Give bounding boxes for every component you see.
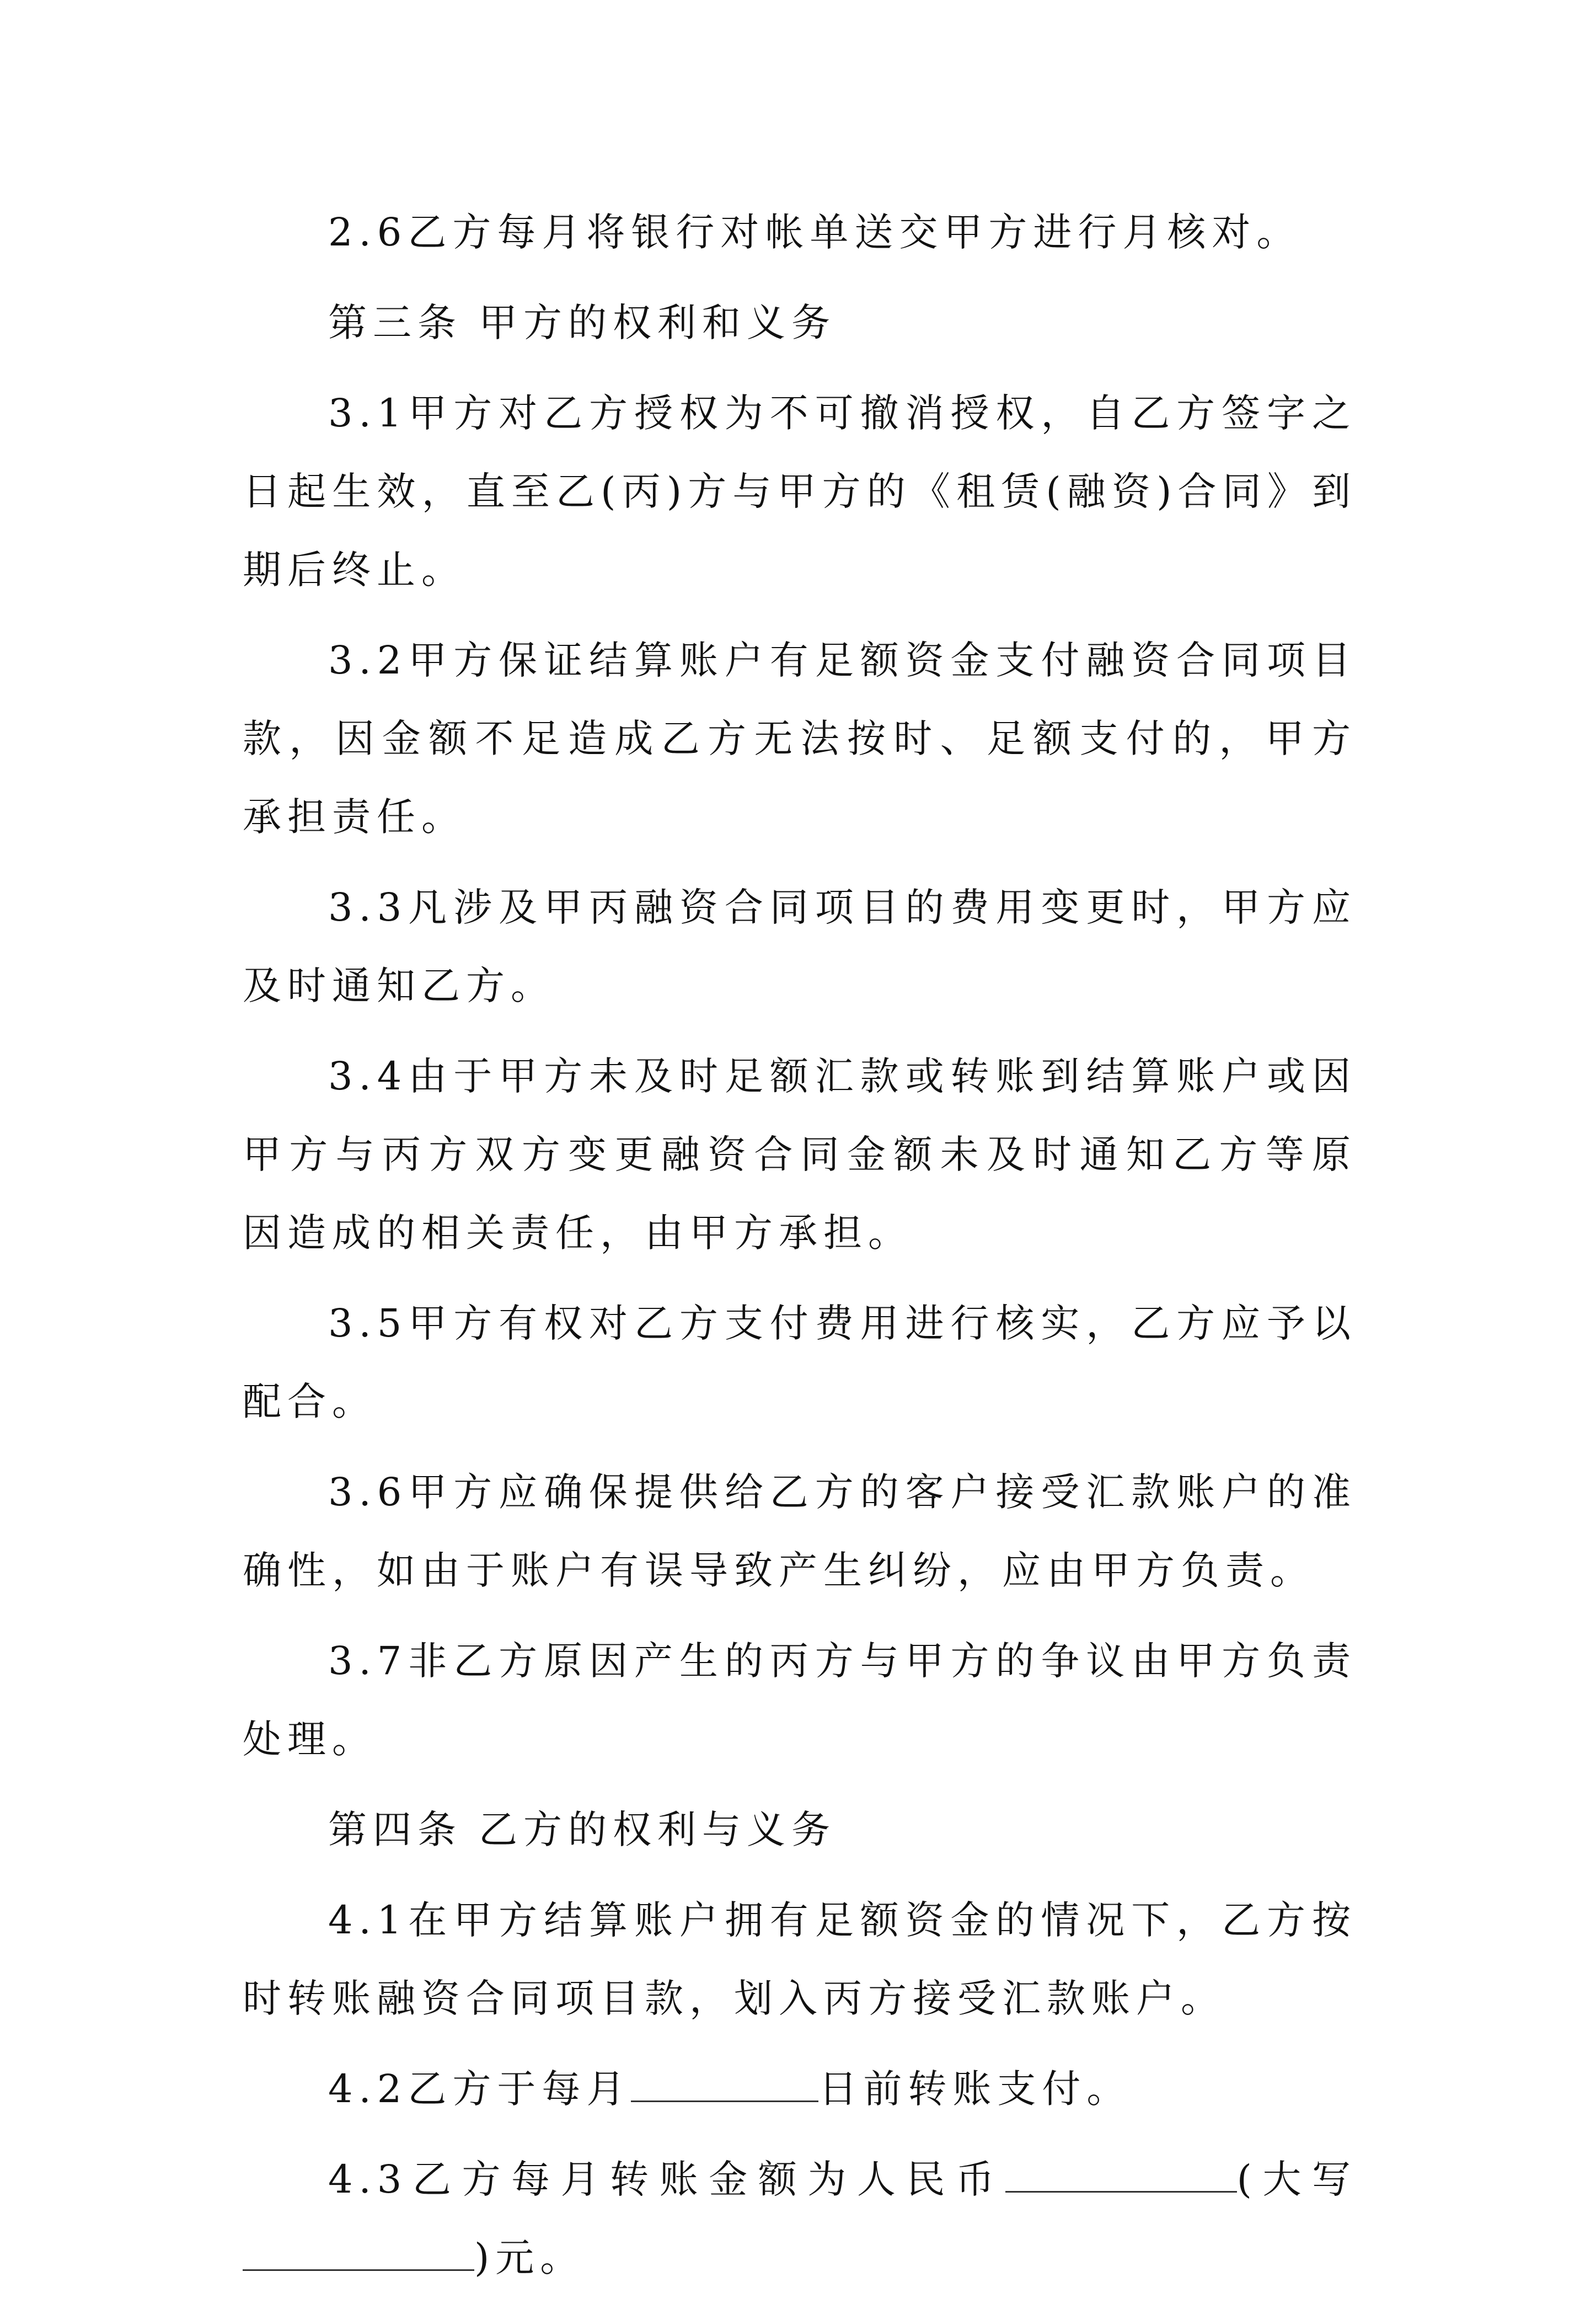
clause-4-1: 4.1在甲方结算账户拥有足额资金的情况下，乙方按时转账融资合同项目款，划入丙方接受汇款账户。 <box>243 1898 1357 2021</box>
amount-blank-line <box>1005 2157 1237 2193</box>
clause-4-3 <box>243 2140 1357 2297</box>
clause-4-2-tail: 日前转账支付。 <box>818 2066 1132 2112</box>
article-4-heading <box>243 1790 1357 1869</box>
contract-body <box>243 193 1357 2309</box>
clause-3-2: 3.2甲方保证结算账户有足额资金支付融资合同项目款，因金额不足造成乙方无法按时、足额支付的，甲方承担责任。 <box>243 638 1357 840</box>
clause-3-4: 3.4由于甲方未及时足额汇款或转账到结算账户或因甲方与丙方双方变更融资合同金额未及时通知乙方等原因造成的相关责任，由甲方承担。 <box>243 1054 1357 1255</box>
clause-4-3-mid: (大写 <box>1236 2157 1357 2202</box>
clause-2-6: 2.6乙方每月将银行对帐单送交甲方进行月核对。 <box>328 210 1302 255</box>
clause-4-2 <box>243 2050 1357 2128</box>
article-4-title: 乙方的权利与义务 <box>479 1807 836 1852</box>
article-3-heading <box>243 284 1357 362</box>
clause-3-7: 3.7非乙方原因产生的丙方与甲方的争议由甲方负责处理。 <box>243 1638 1357 1762</box>
article-3-title: 甲方的权利和义务 <box>479 300 836 345</box>
amount-words-blank-line <box>243 2235 474 2271</box>
clause-4-2-lead: 4.2乙方于每月 <box>328 2066 631 2112</box>
clause-4-3-lead: 4.3乙方每月转账金额为人民币 <box>328 2157 1005 2202</box>
article-3-number: 第三条 <box>328 300 462 345</box>
clause-3-3: 3.3凡涉及甲丙融资合同项目的费用变更时，甲方应及时通知乙方。 <box>243 885 1357 1008</box>
clause-4-3-tail: )元。 <box>474 2235 585 2280</box>
day-blank-line <box>631 2066 818 2102</box>
article-4-number: 第四条 <box>328 1807 462 1852</box>
clause-3-1: 3.1甲方对乙方授权为不可撤消授权，自乙方签字之日起生效，直至乙(丙)方与甲方的《租赁(融资)合同》到期后终止。 <box>243 391 1357 592</box>
clause-3-5: 3.5甲方有权对乙方支付费用进行核实，乙方应予以配合。 <box>243 1301 1357 1424</box>
clause-3-6: 3.6甲方应确保提供给乙方的客户接受汇款账户的准确性，如由于账户有误导致产生纠纷，应由甲方负责。 <box>243 1469 1357 1593</box>
